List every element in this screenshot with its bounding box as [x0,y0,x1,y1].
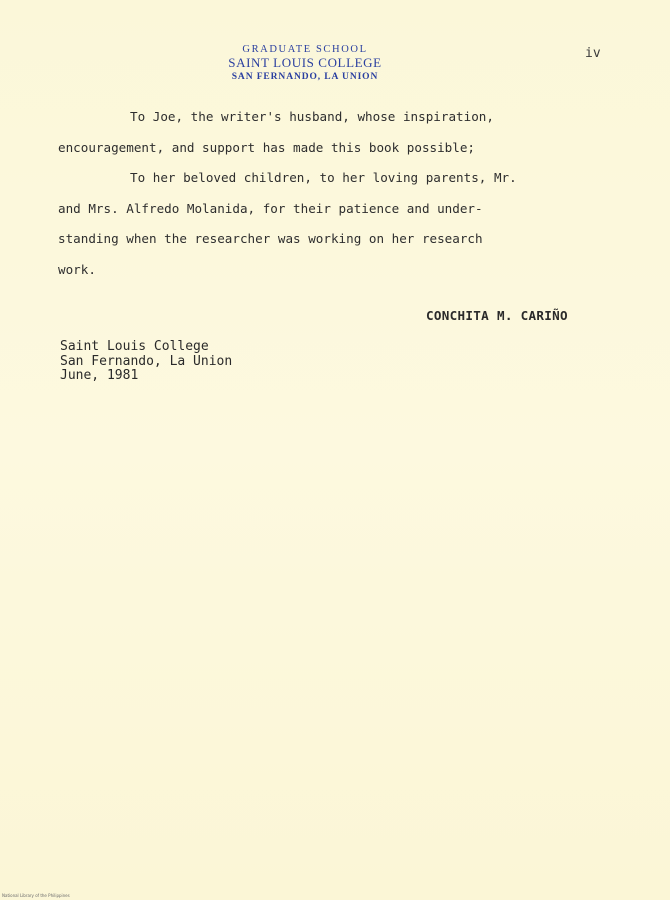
place-and-date [60,340,232,384]
paragraph-2-line-4: work. [58,261,96,277]
author-signature: CONCHITA M. CARIÑO [426,308,568,323]
page-number: iv [585,46,601,61]
paragraph-2-line-2: and Mrs. Alfredo Molanida, for their patience and under- [58,200,483,216]
letterhead [200,44,410,84]
letterhead-college-name: SAINT LOUIS COLLEGE [228,55,382,70]
paragraph-1-line-2: encouragement, and support has made this book possible; [58,139,476,155]
paragraph-2-line-3: standing when the researcher was working on her research [58,231,483,246]
acknowledgment-body [58,102,598,285]
letterhead-graduate-school: GRADUATE SCHOOL [242,44,368,55]
letterhead-address: SAN FERNANDO, LA UNION [231,72,379,82]
paragraph-1-line-1: To Joe, the writer's husband, whose inspiration, [130,109,494,124]
paragraph-2-line-1: To her beloved children, to her loving parents, Mr. [130,170,517,185]
place-institution: Saint Louis College [60,339,209,354]
place-location: San Fernando, La Union [60,353,233,369]
footer-archive-note: National Library of the Philippines [2,893,70,898]
place-date: June, 1981 [60,368,139,383]
